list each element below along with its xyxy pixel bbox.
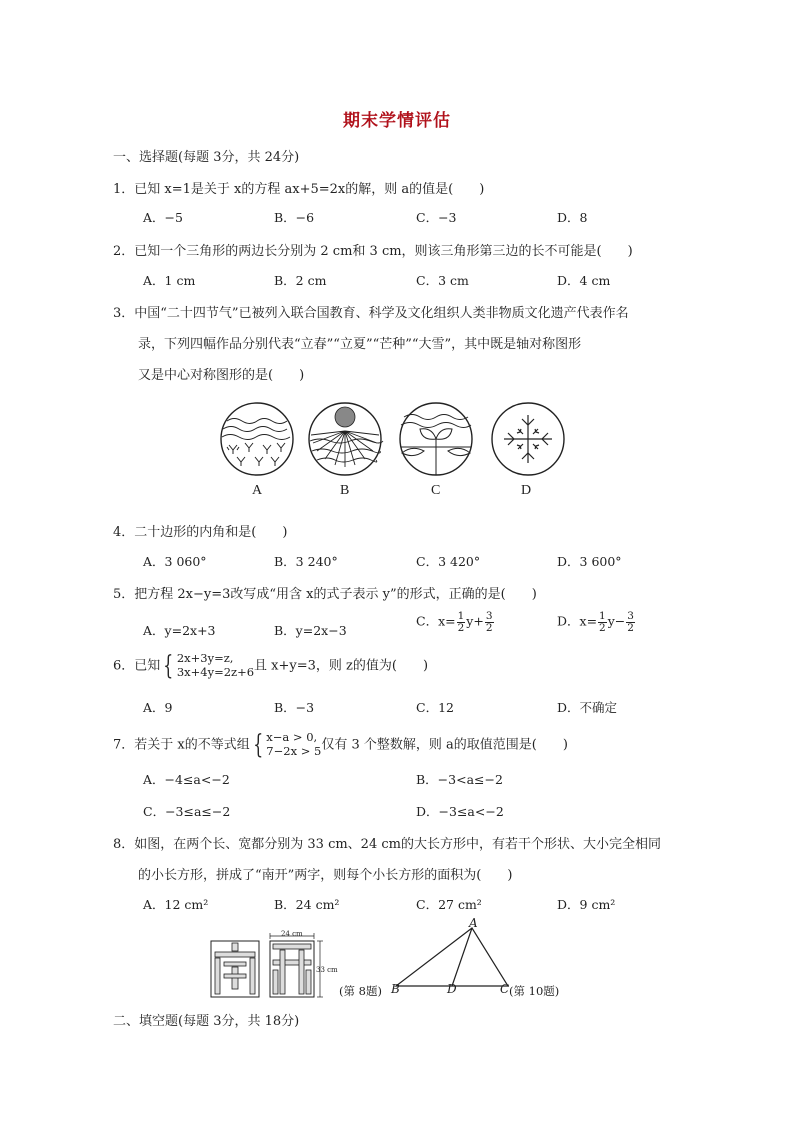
question-2: 2．已知一个三角形的两边长分别为 2 cm和 3 cm，则该三角形第三边的长不可能是( ): [113, 244, 633, 259]
q6-equation-1: 2x+3y=z,: [176, 651, 234, 665]
q4-option-c[interactable]: C．3 420°: [416, 554, 481, 569]
q5-option-d[interactable]: [557, 611, 636, 633]
question-8-line-2: 的小长方形，拼成了“南开”两字，则每个小长方形的面积为( ): [138, 868, 513, 883]
q6-option-a[interactable]: A．9: [143, 700, 173, 715]
q6-option-c[interactable]: C．12: [416, 700, 454, 715]
q5-option-a[interactable]: A．y=2x+3: [143, 623, 216, 638]
figure-10-caption: (第 10题): [509, 984, 560, 998]
fraction-numerator: 3: [627, 610, 634, 622]
fraction-numerator: 3: [485, 610, 493, 622]
point-c-label: C: [500, 982, 510, 996]
figure-label-a: A: [252, 483, 263, 498]
q6-prefix: 6．已知: [113, 658, 161, 674]
solar-term-lichun-icon: [219, 401, 295, 477]
q5-option-c[interactable]: [416, 611, 495, 633]
q1-option-c[interactable]: C．−3: [416, 210, 457, 225]
q2-option-a[interactable]: A．1 cm: [143, 273, 196, 288]
figure-label-d: D: [521, 483, 532, 498]
q5-option-c-mid: y+: [466, 613, 484, 629]
brace-icon: {: [253, 729, 263, 760]
q2-option-d[interactable]: D．4 cm: [557, 273, 611, 288]
point-b-label: B: [391, 982, 400, 996]
figure-label-b: B: [340, 483, 350, 498]
fraction: [485, 611, 494, 633]
fraction-denominator: 2: [457, 621, 465, 634]
q7-option-c[interactable]: C．−3≤a≤−2: [143, 804, 231, 819]
q6-suffix: 且 x+y=3，则 z的值为( ): [254, 658, 429, 674]
q1-option-b[interactable]: B．−6: [274, 210, 315, 225]
q4-option-a[interactable]: A．3 060°: [143, 554, 207, 569]
q8-option-a[interactable]: A．12 cm²: [143, 897, 209, 912]
question-3-line-3: 又是中心对称图形的是( ): [138, 368, 305, 383]
fraction-denominator: 2: [485, 621, 493, 634]
fraction-denominator: 2: [627, 621, 634, 634]
q6-equation-2: 3x+4y=2z+6: [176, 664, 255, 679]
q8-option-c[interactable]: C．27 cm²: [416, 897, 482, 912]
q5-option-c-prefix: C．x=: [416, 613, 456, 629]
height-dimension-label: 33 cm: [316, 966, 338, 974]
triangle-abc-diagram: [380, 920, 530, 990]
fraction: [457, 611, 466, 633]
q7-inequality-2: 7−2x > 5: [266, 743, 322, 758]
q8-option-b[interactable]: B．24 cm²: [274, 897, 340, 912]
q4-option-d[interactable]: D．3 600°: [557, 554, 622, 569]
fraction-denominator: 2: [599, 621, 606, 634]
question-3-line-1: 3．中国“二十四节气”已被列入联合国教育、科学及文化组织人类非物质文化遗产代表作名: [113, 306, 629, 321]
figure-8-caption: (第 8题): [339, 984, 382, 998]
question-8-line-1: 8．如图，在两个长、宽都分别为 33 cm、24 cm的大长方形中，有若干个形状、大小完全相同: [113, 837, 661, 852]
figure-label-c: C: [431, 483, 441, 498]
question-3-line-2: 录，下列四幅作品分别代表“立春”“立夏”“芒种”“大雪”，其中既是轴对称图形: [138, 337, 582, 352]
section-heading-fill: 二、填空题(每题 3分，共 18分): [113, 1014, 300, 1029]
section-heading-choice: 一、选择题(每题 3分，共 24分): [113, 150, 300, 165]
q5-option-d-mid: y−: [607, 613, 626, 629]
fraction-numerator: 1: [457, 610, 465, 622]
question-7: [113, 731, 568, 759]
fraction: [626, 611, 635, 633]
q7-option-a[interactable]: A．−4≤a<−2: [143, 772, 230, 787]
question-5: 5．把方程 2x−y=3改写成“用含 x的式子表示 y”的形式，正确的是( ): [113, 587, 537, 602]
q2-option-c[interactable]: C．3 cm: [416, 273, 469, 288]
q5-option-b[interactable]: B．y=2x−3: [274, 623, 347, 638]
q6-option-d[interactable]: D．不确定: [557, 700, 618, 715]
question-4: 4．二十边形的内角和是( ): [113, 525, 288, 540]
solar-term-mangzhong-icon: [398, 401, 474, 477]
q6-option-b[interactable]: B．−3: [274, 700, 315, 715]
solar-term-lixia-icon: [307, 401, 383, 477]
fraction-numerator: 1: [599, 610, 606, 622]
q7-prefix: 7．若关于 x的不等式组: [113, 737, 250, 753]
page-title: 期末学情评估: [343, 111, 451, 131]
brace-icon: {: [163, 650, 174, 681]
kai-character-diagram: [268, 930, 348, 1000]
nan-character-diagram: [210, 940, 260, 998]
question-1: 1．已知 x=1是关于 x的方程 ax+5=2x的解，则 a的值是( ): [113, 182, 485, 197]
width-dimension-label: 24 cm: [281, 930, 303, 938]
q8-option-d[interactable]: D．9 cm²: [557, 897, 616, 912]
point-d-label: D: [447, 982, 457, 996]
q5-option-d-prefix: D．x=: [557, 613, 598, 629]
inequality-system: [250, 731, 322, 759]
q7-suffix: 仅有 3 个整数解，则 a的取值范围是( ): [321, 737, 568, 753]
question-6: [113, 652, 428, 680]
q1-option-a[interactable]: A．−5: [143, 210, 183, 225]
q7-option-b[interactable]: B．−3<a≤−2: [416, 772, 503, 787]
q7-option-d[interactable]: D．−3≤a<−2: [416, 804, 504, 819]
equation-system: [160, 652, 254, 680]
solar-term-daxue-icon: [490, 401, 566, 477]
q1-option-d[interactable]: D．8: [557, 210, 588, 225]
q4-option-b[interactable]: B．3 240°: [274, 554, 338, 569]
q2-option-b[interactable]: B．2 cm: [274, 273, 327, 288]
fraction: [598, 611, 607, 633]
q7-inequality-1: x−a > 0,: [266, 730, 318, 744]
point-a-label: A: [469, 916, 478, 930]
